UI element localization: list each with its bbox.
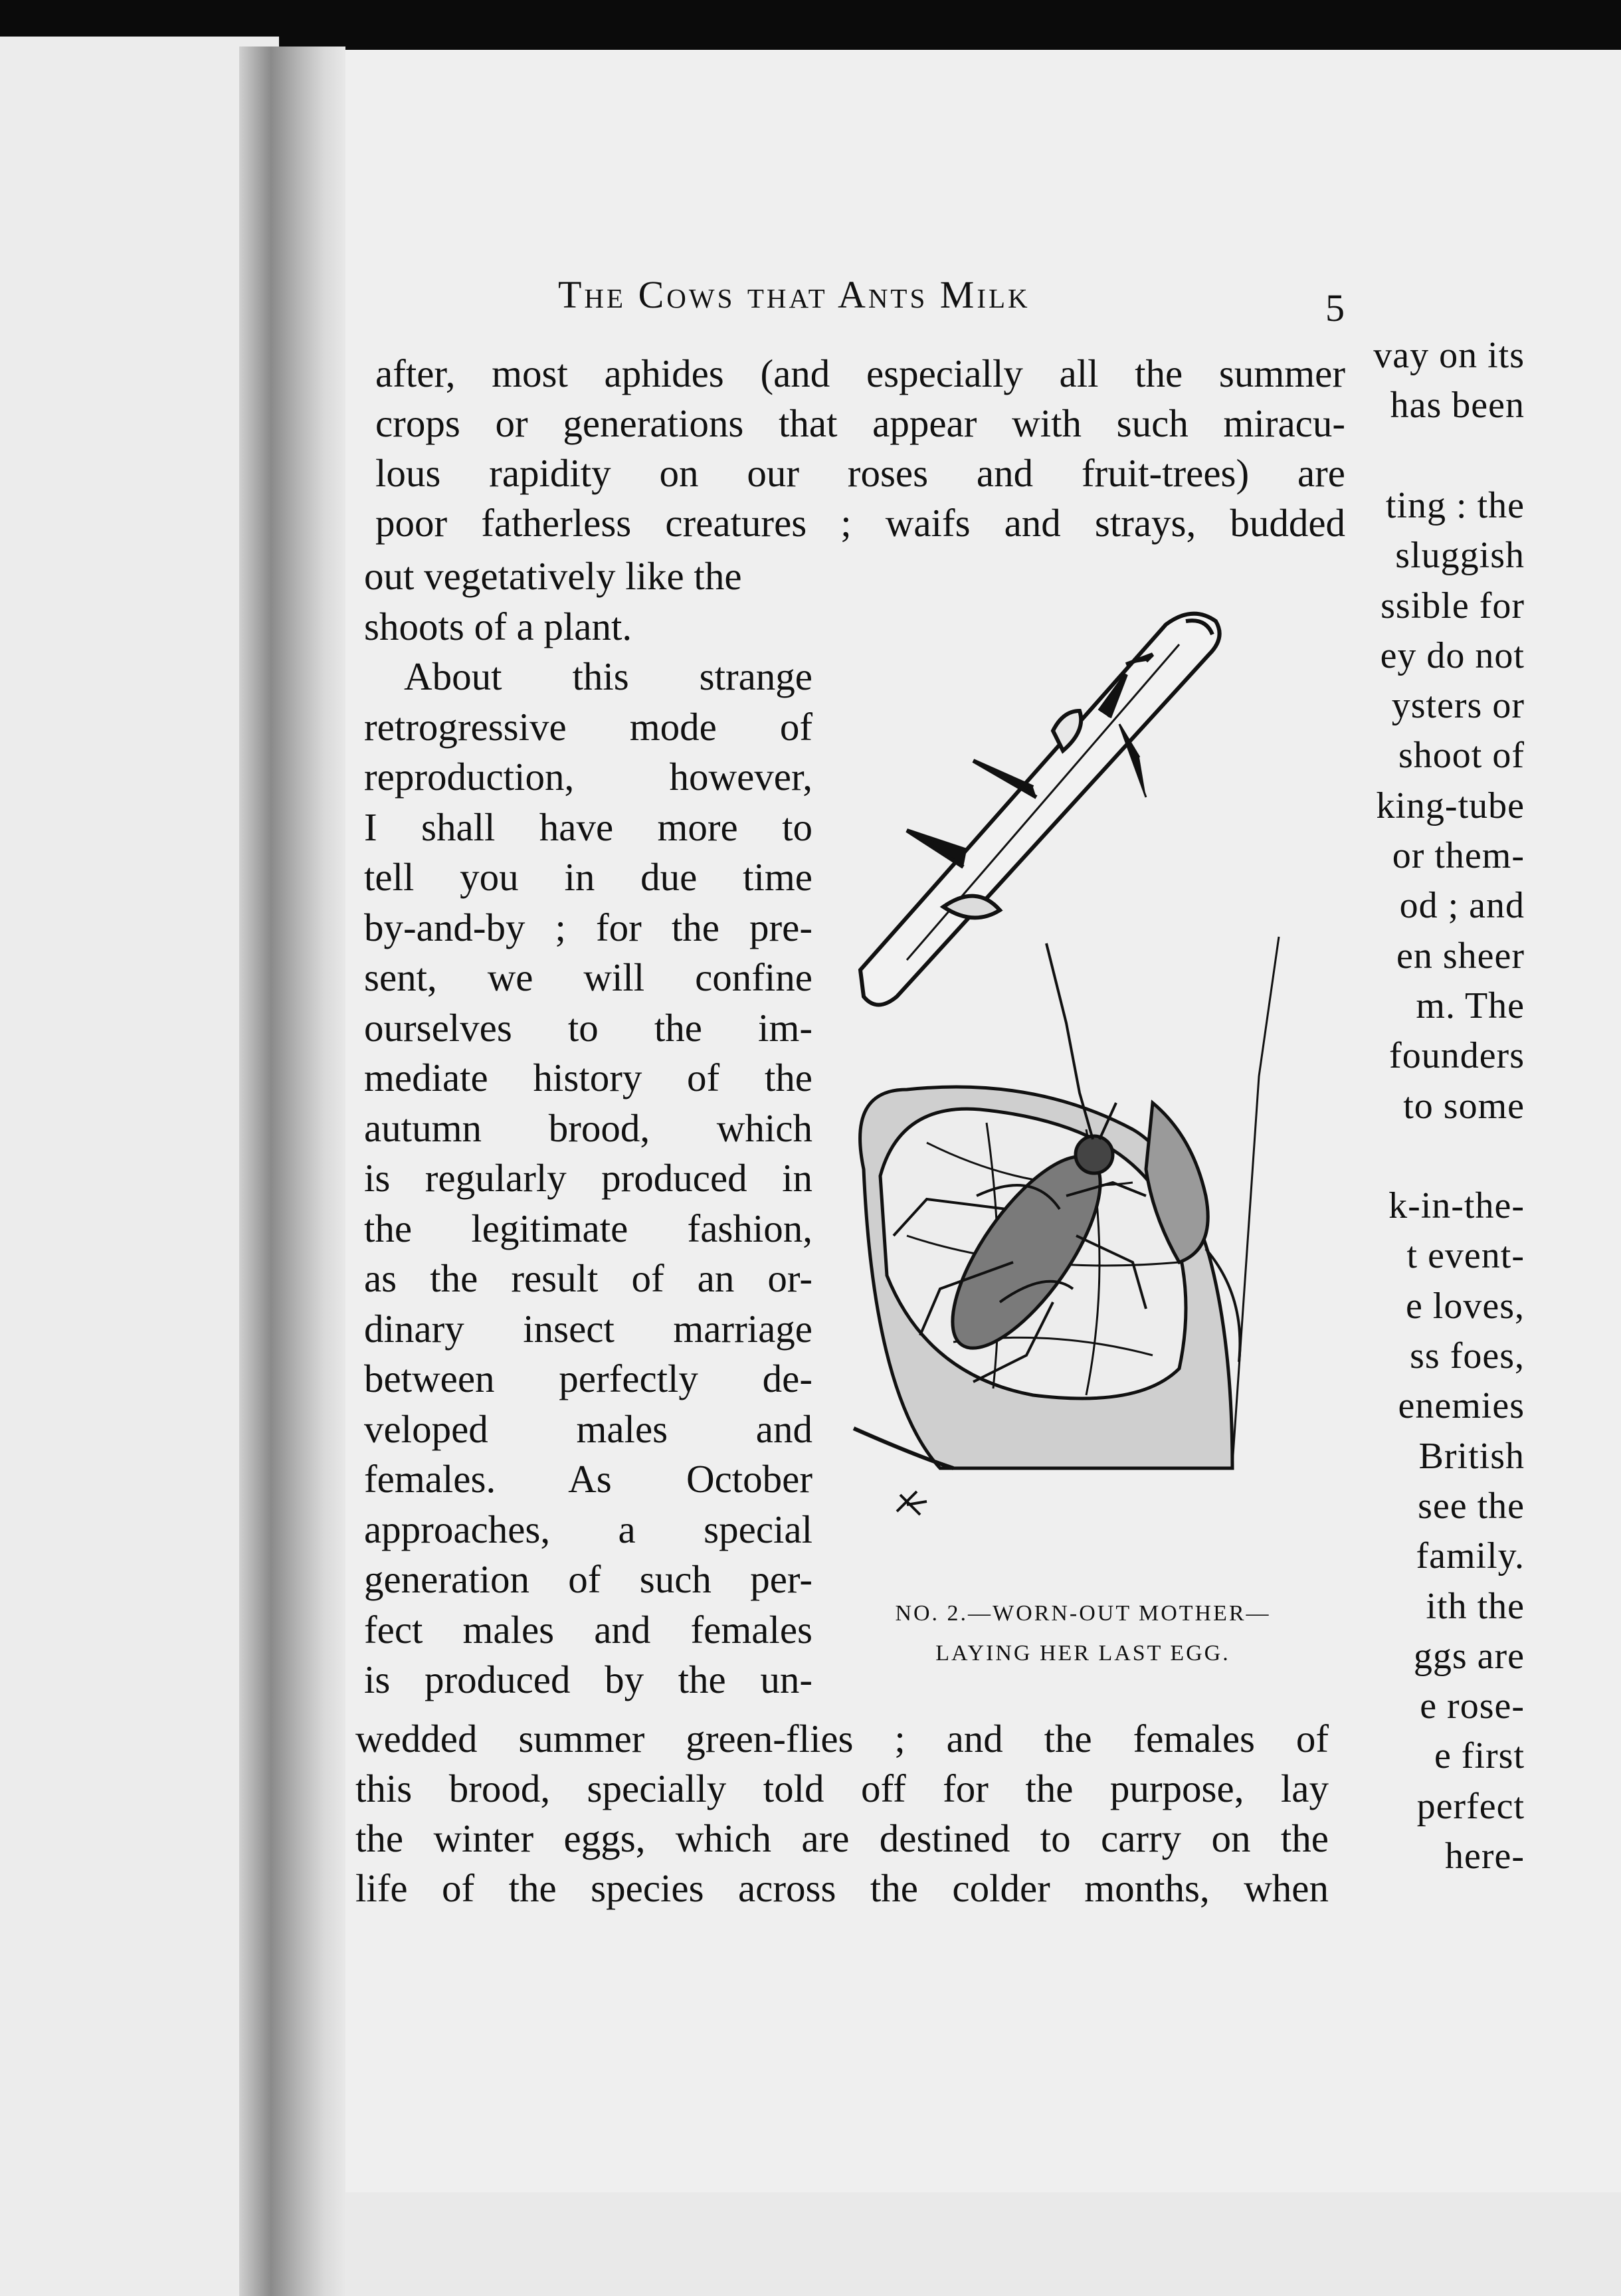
text-line: life of the species across the colder months, when	[355, 1866, 1329, 1910]
text-line: lous rapidity on our roses and fruit-trees) are	[375, 451, 1345, 495]
page-bottom	[252, 2192, 1621, 2296]
text-line: approaches, a special	[364, 1507, 812, 1551]
text-line: sluggish	[1395, 535, 1525, 577]
text-line: e loves,	[1405, 1285, 1525, 1327]
rose-stem-drawing	[860, 614, 1220, 1005]
text-line: or them-	[1392, 835, 1525, 876]
text-line: this brood, specially told off for the purpose, lay	[355, 1767, 1329, 1810]
text-line: king-tube	[1376, 785, 1525, 826]
text-line: en sheer	[1396, 935, 1525, 977]
text-line: has been	[1390, 385, 1525, 427]
text-line: tell you in due time	[364, 855, 812, 899]
text-line: mediate history of the	[364, 1056, 812, 1100]
text-line: k-in-the-	[1388, 1185, 1525, 1227]
text-line: between perfectly de-	[364, 1357, 812, 1400]
text-line: ey do not	[1380, 634, 1525, 676]
text-line: ting : the	[1385, 484, 1525, 526]
figure-illustration	[834, 598, 1329, 1561]
text-line: ourselves to the im-	[364, 1005, 812, 1050]
text-line: ssible for	[1381, 585, 1525, 626]
text-line: About this strange	[404, 654, 812, 698]
text-line: reproduction, however,	[364, 755, 812, 799]
text-line: out vegetatively like the	[364, 554, 742, 598]
text-line: after, most aphides (and especially all the summer	[375, 351, 1345, 395]
text-line: the legitimate fashion,	[364, 1206, 812, 1250]
text-line: females. As October	[364, 1457, 812, 1501]
text-line: founders	[1389, 1035, 1525, 1077]
text-line: m. The	[1416, 985, 1525, 1026]
text-line: retrogressive mode of	[364, 704, 812, 749]
text-line: t event-	[1406, 1235, 1525, 1277]
text-line: od ; and	[1399, 885, 1525, 927]
left-page	[0, 37, 279, 2296]
text-line: as the result of an or-	[364, 1256, 812, 1300]
text-line: ss foes,	[1410, 1335, 1525, 1377]
text-line: ggs are	[1413, 1635, 1525, 1677]
text-line: is produced by the un-	[364, 1658, 812, 1701]
text-line: see the	[1418, 1485, 1525, 1527]
text-line: fect males and females	[364, 1607, 812, 1652]
figure-caption-line-2: LAYING HER LAST EGG.	[935, 1641, 1230, 1666]
text-line: ysters or	[1391, 685, 1525, 727]
text-line: British	[1418, 1435, 1525, 1477]
text-line: shoot of	[1398, 735, 1525, 777]
text-line: to some	[1403, 1085, 1525, 1127]
text-line: I shall have more to	[364, 805, 812, 849]
text-line: crops or generations that appear with such miracu-	[375, 401, 1345, 445]
book-gutter	[239, 47, 345, 2296]
text-line: veloped males and	[364, 1406, 812, 1451]
text-line: the winter eggs, which are destined to carry on the	[355, 1816, 1329, 1860]
text-line: wedded summer green-flies ; and the females of	[355, 1717, 1329, 1761]
text-line: family.	[1416, 1535, 1525, 1577]
text-line: is regularly produced in	[364, 1156, 812, 1200]
text-line: poor fatherless creatures ; waifs and strays, budded	[375, 501, 1345, 545]
text-line: enemies	[1398, 1385, 1525, 1427]
text-line: vay on its	[1373, 335, 1525, 376]
text-line: perfect	[1416, 1785, 1525, 1827]
text-line: e first	[1434, 1735, 1525, 1777]
page-number: 5	[1325, 286, 1345, 330]
text-line: shoots of a plant.	[364, 604, 632, 648]
text-line: sent, we will confine	[364, 955, 812, 999]
text-line: e rose-	[1420, 1685, 1525, 1727]
egg-and-aphid-drawing	[854, 937, 1279, 1515]
text-line: autumn brood, which	[364, 1105, 812, 1150]
running-title: The Cows that Ants Milk	[558, 273, 1030, 316]
text-line: dinary insect marriage	[364, 1306, 812, 1351]
text-line: here-	[1444, 1836, 1525, 1877]
text-line: by-and-by ; for the pre-	[364, 905, 812, 949]
text-line: ith the	[1426, 1585, 1525, 1627]
figure-caption-line-1: NO. 2.—WORN-OUT MOTHER—	[895, 1601, 1271, 1626]
text-line: generation of such per-	[364, 1557, 812, 1601]
